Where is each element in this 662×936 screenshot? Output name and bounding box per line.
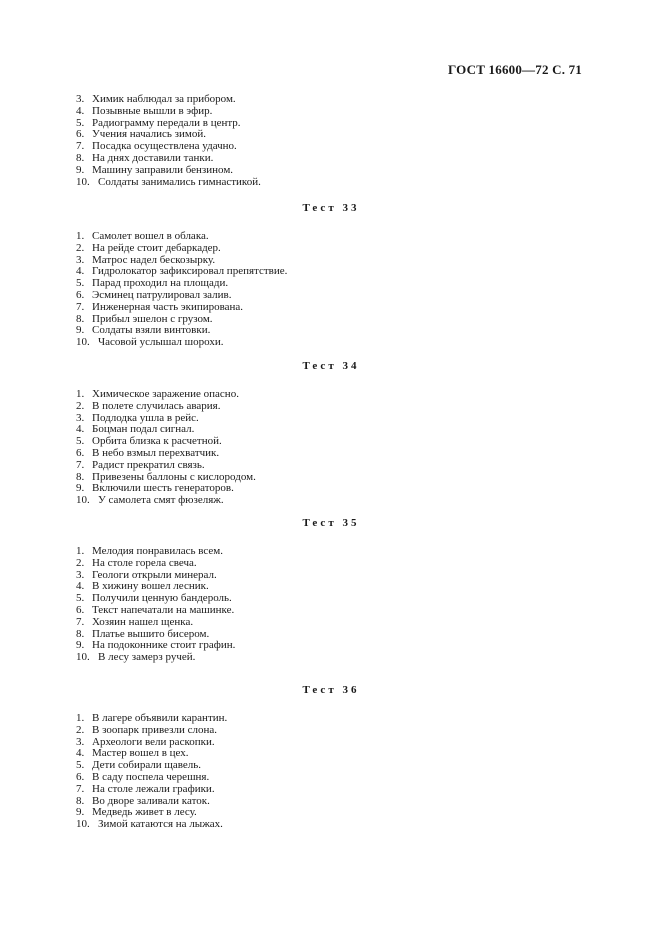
- list-item: 2. В полете случилась авария.: [76, 399, 221, 412]
- list-item: 6. Эсминец патрулировал залив.: [76, 288, 232, 301]
- list-item: 5. Орбита близка к расчетной.: [76, 435, 222, 448]
- list-item: 10. В лесу замерз ручей.: [76, 651, 196, 664]
- list-item: 9. Солдаты взяли винтовки.: [76, 324, 211, 337]
- list-item: 3. Археологи вели раскопки.: [76, 735, 215, 748]
- list-item: 7. Радист прекратил связь.: [76, 458, 205, 471]
- list-item: 4. Позывные вышли в эфир.: [76, 104, 213, 117]
- intro-list: [76, 94, 261, 188]
- list-item: 4. Боцман подал сигнал.: [76, 423, 195, 436]
- list-item: 3. Матрос надел бескозырку.: [76, 253, 216, 266]
- list-item: 2. На столе горела свеча.: [76, 556, 197, 569]
- list-item: 7. Хозяин нашел щенка.: [76, 615, 194, 628]
- list-item: 8. Платье вышито бисером.: [76, 627, 210, 640]
- list-item: 4. Мастер вошел в цех.: [76, 747, 189, 760]
- page-header: ГОСТ 16600—72 С. 71: [448, 62, 582, 77]
- list-item: 10. Зимой катаются на лыжах.: [76, 818, 223, 831]
- list-item: 7. Посадка осуществлена удачно.: [76, 140, 237, 153]
- list-item: 7. На столе лежали графики.: [76, 782, 215, 795]
- section-title: Тест 33: [302, 202, 360, 214]
- list-item: 8. Привезены баллоны с кислородом.: [76, 470, 256, 483]
- list-item: 1. Мелодия понравилась всем.: [76, 545, 223, 557]
- list-item: 10. У самолета смят фюзеляж.: [76, 494, 224, 507]
- list-item: 4. Гидролокатор зафиксировал препятствие.: [76, 265, 288, 278]
- list-item: 9. На подоконнике стоит графин.: [76, 639, 236, 652]
- list-item: 1. В лагере объявили карантин.: [76, 712, 228, 724]
- list-item: 6. Текст напечатали на машинке.: [76, 603, 235, 616]
- list-item: 2. В зоопарк привезли слона.: [76, 723, 218, 736]
- list-item: 7. Инженерная часть экипирована.: [76, 300, 244, 313]
- list-item: 3. Подлодка ушла в рейс.: [76, 411, 199, 424]
- list-item: 9. Включили шесть генераторов.: [76, 482, 234, 495]
- list-item: 5. Парад проходил на площади.: [76, 277, 229, 290]
- list-item: 2. На рейде стоит дебаркадер.: [76, 241, 221, 254]
- list-item: 3. Химик наблюдал за прибором.: [76, 93, 236, 105]
- list-item: 8. Во дворе заливали каток.: [76, 794, 210, 807]
- list-item: 5. Дети собирали щавель.: [76, 759, 202, 772]
- list-item: 10. Часовой услышал шорохи.: [76, 336, 224, 349]
- list-item: 4. В хижину вошел лесник.: [76, 580, 209, 593]
- list-item: 8. На днях доставили танки.: [76, 151, 214, 164]
- list-item: 5. Получили ценную бандероль.: [76, 592, 232, 605]
- list-item: 8. Прибыл эшелон с грузом.: [76, 312, 213, 325]
- list-item: 10. Солдаты занимались гимнастикой.: [76, 175, 261, 188]
- list-item: 1. Самолет вошел в облака.: [76, 230, 209, 242]
- list-item: 9. Медведь живет в лесу.: [76, 806, 197, 819]
- section-title: Тест 35: [302, 517, 360, 529]
- list-item: 6. В небо взмыл перехватчик.: [76, 446, 220, 459]
- test-33-section: [76, 201, 586, 349]
- list-item: 3. Геологи открыли минерал.: [76, 568, 217, 581]
- section-title: Тест 34: [302, 360, 360, 372]
- section-title: Тест 36: [302, 684, 360, 696]
- list-item: 1. Химическое заражение опасно.: [76, 388, 239, 400]
- test-34-section: [76, 359, 586, 507]
- test-36-section: [76, 683, 586, 831]
- list-item: 5. Радиограмму передали в центр.: [76, 116, 241, 129]
- list-item: 6. В саду поспела черешня.: [76, 770, 210, 783]
- test-35-section: [76, 516, 586, 664]
- list-item: 6. Учения начались зимой.: [76, 128, 206, 141]
- list-item: 9. Машину заправили бензином.: [76, 163, 234, 176]
